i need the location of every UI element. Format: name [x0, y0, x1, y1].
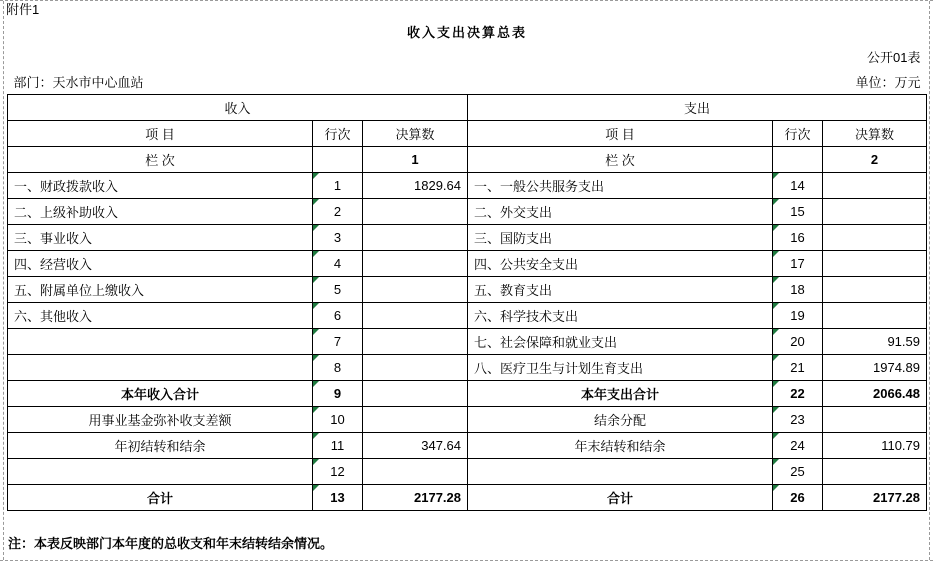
expense-amount-cell: [823, 199, 927, 225]
expense-lineno-cell: 21: [773, 355, 823, 381]
income-amount-cell: [363, 277, 468, 303]
expense-amount-cell: 110.79: [823, 433, 927, 459]
income-lineno-cell: 1: [313, 173, 363, 199]
income-amount-cell: [363, 251, 468, 277]
expense-item-cell: 六、科学技术支出: [468, 303, 773, 329]
expense-item-cell: 七、社会保障和就业支出: [468, 329, 773, 355]
expense-column-label: 栏 次: [468, 147, 773, 173]
table-row: [8, 303, 927, 329]
expense-item-cell: 一、一般公共服务支出: [468, 173, 773, 199]
expense-lineno-cell: 16: [773, 225, 823, 251]
page-boundary-left: [3, 1, 4, 560]
income-column-number: 1: [363, 147, 468, 173]
income-lineno-cell: 2: [313, 199, 363, 225]
income-lineno-cell: 6: [313, 303, 363, 329]
income-item-cell: [8, 355, 313, 381]
expense-lineno-cell: 15: [773, 199, 823, 225]
expense-item-cell: 年末结转和结余: [468, 433, 773, 459]
expense-lineno-cell: 20: [773, 329, 823, 355]
expense-amount-cell: 2066.48: [823, 381, 927, 407]
income-amount-cell: [363, 381, 468, 407]
department-label: 部门：天水市中心血站: [13, 75, 144, 90]
report-table: [7, 1, 927, 511]
table-row: [8, 277, 927, 303]
expense-item-header: 项 目: [468, 121, 773, 147]
expense-lineno-cell: 25: [773, 459, 823, 485]
income-item-cell: 合计: [8, 485, 313, 511]
income-amount-cell: [363, 303, 468, 329]
attachment-label: 附件1: [6, 2, 40, 17]
expense-amount-cell: [823, 303, 927, 329]
footer-note: 注：本表反映部门本年度的总收支和年末结转结余情况。: [8, 536, 334, 551]
income-group-header: 收入: [8, 95, 468, 121]
income-lineno-cell: 10: [313, 407, 363, 433]
table-row: [8, 459, 927, 485]
income-amount-header: 决算数: [363, 121, 468, 147]
table-row: [8, 433, 927, 459]
income-column-label: 栏 次: [8, 147, 313, 173]
income-lineno-cell: 3: [313, 225, 363, 251]
expense-item-cell: 合计: [468, 485, 773, 511]
expense-lineno-cell: 23: [773, 407, 823, 433]
income-item-cell: [8, 459, 313, 485]
income-amount-cell: 2177.28: [363, 485, 468, 511]
income-lineno-cell: 8: [313, 355, 363, 381]
income-item-cell: 三、事业收入: [8, 225, 313, 251]
income-lineno-cell: 12: [313, 459, 363, 485]
expense-amount-cell: [823, 173, 927, 199]
expense-lineno-cell: 17: [773, 251, 823, 277]
table-row: [8, 251, 927, 277]
income-item-cell: 五、附属单位上缴收入: [8, 277, 313, 303]
expense-item-cell: 二、外交支出: [468, 199, 773, 225]
income-amount-cell: 347.64: [363, 433, 468, 459]
income-amount-cell: [363, 225, 468, 251]
income-item-cell: 四、经营收入: [8, 251, 313, 277]
expense-group-header: 支出: [468, 95, 927, 121]
income-lineno-cell: 9: [313, 381, 363, 407]
expense-lineno-cell: 24: [773, 433, 823, 459]
expense-item-cell: 结余分配: [468, 407, 773, 433]
income-lineno-cell: 4: [313, 251, 363, 277]
income-item-cell: [8, 329, 313, 355]
expense-item-cell: 五、教育支出: [468, 277, 773, 303]
table-row: [8, 355, 927, 381]
expense-amount-cell: [823, 277, 927, 303]
income-lineno-header: 行次: [313, 121, 363, 147]
table-row: [8, 485, 927, 511]
income-lineno-cell: 5: [313, 277, 363, 303]
income-item-cell: 用事业基金弥补收支差额: [8, 407, 313, 433]
expense-lineno-header: 行次: [773, 121, 823, 147]
expense-amount-cell: [823, 407, 927, 433]
income-amount-cell: [363, 459, 468, 485]
expense-amount-cell: 1974.89: [823, 355, 927, 381]
income-item-cell: 二、上级补助收入: [8, 199, 313, 225]
income-lineno-cell: 13: [313, 485, 363, 511]
expense-lineno-cell: 14: [773, 173, 823, 199]
table-row: [8, 225, 927, 251]
table-row: [8, 381, 927, 407]
income-item-cell: 本年收入合计: [8, 381, 313, 407]
form-code: 公开01表: [867, 50, 921, 65]
income-item-cell: 六、其他收入: [8, 303, 313, 329]
unit-label: 单位：万元: [855, 75, 921, 90]
page-boundary-right: [929, 1, 930, 560]
table-row: [8, 173, 927, 199]
income-amount-cell: [363, 329, 468, 355]
income-lineno-cell: 11: [313, 433, 363, 459]
income-amount-cell: [363, 407, 468, 433]
expense-lineno-cell: 18: [773, 277, 823, 303]
expense-amount-cell: [823, 251, 927, 277]
expense-amount-cell: [823, 225, 927, 251]
income-item-cell: 年初结转和结余: [8, 433, 313, 459]
expense-item-cell: 四、公共安全支出: [468, 251, 773, 277]
expense-lineno-cell: 19: [773, 303, 823, 329]
expense-amount-header: 决算数: [823, 121, 927, 147]
table-row: [8, 329, 927, 355]
expense-item-cell: [468, 459, 773, 485]
income-amount-cell: 1829.64: [363, 173, 468, 199]
expense-amount-cell: 2177.28: [823, 485, 927, 511]
expense-amount-cell: [823, 459, 927, 485]
table-row: [8, 199, 927, 225]
expense-item-cell: 八、医疗卫生与计划生育支出: [468, 355, 773, 381]
income-item-header: 项 目: [8, 121, 313, 147]
table-row: [8, 407, 927, 433]
expense-lineno-cell: 22: [773, 381, 823, 407]
expense-item-cell: 三、国防支出: [468, 225, 773, 251]
income-amount-cell: [363, 199, 468, 225]
income-item-cell: 一、财政拨款收入: [8, 173, 313, 199]
page-title: 收入支出决算总表: [406, 25, 527, 40]
expense-column-number: 2: [823, 147, 927, 173]
expense-lineno-cell: 26: [773, 485, 823, 511]
income-amount-cell: [363, 355, 468, 381]
income-lineno-cell: 7: [313, 329, 363, 355]
expense-amount-cell: 91.59: [823, 329, 927, 355]
expense-item-cell: 本年支出合计: [468, 381, 773, 407]
